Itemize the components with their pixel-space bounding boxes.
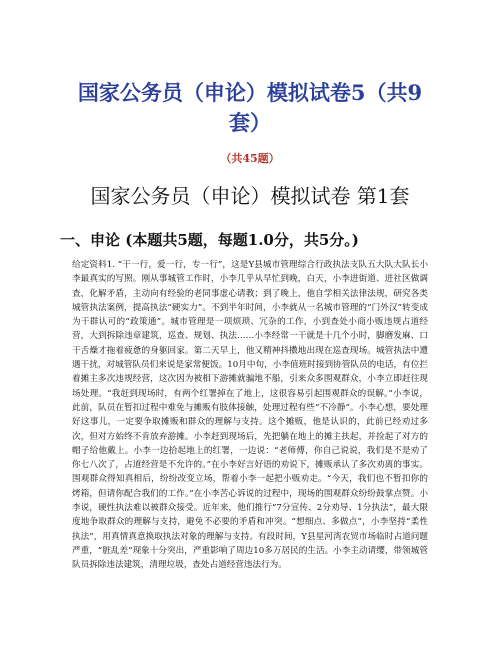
set-title: 国家公务员（申论）模拟试卷 第1套	[90, 184, 410, 208]
section-heading: 一、申论 (本题共5题，每题1.0分，共5分。)	[60, 231, 359, 249]
question-count: （共45题）	[220, 152, 280, 165]
document-title: 国家公务员（申论）模拟试卷5（共9套）	[77, 80, 423, 135]
material-body-text: 给定资料1. “干一行，爱一行，专一行”，这是Y县城市管理综合行政执法支队五大队大队长小李最真实的写照。刚从事城管工作时，小李几乎从早忙到晚，白天，小李进街道、进社区做调查，化解矛盾，主动向有经验的老同事虚心请教；到了晚上，他自学相关法律法规，研究各类城管执法案例，提高执法“硬实力”。不到半年时间，小李就从一名城市管理的“门外汉”转变成为干群认可的“政策通”。城市管理是一项烦琐、冗杂的工作，小到查处小商小贩违规占道经营，大到拆除违章建筑，巡查、规划、执法……小李经常一干就是十几个小时，脚磨发麻、口干舌燥才拖着疲惫的身躯回家。第二天早上，他又精神抖擞地出现在巡查现场。城管执法中遭遇干扰，对城管队员们来说是家常便饭。10月中旬，小李值班时接到协管队员的电话，有位拦着摊主多次违规经营，这次因为被相下游摊就骗地不船，引来众多围观群众，小李立即赶往现场处理。“我赶到现场时，有两个红署掉在了地上，这很容易引起围观群众的误解。”小李说，此前，队员在暂扣过程中难免与摊贩有肢体接触，处理过程有些“不冷静”。小李心想，要处理好这事儿，一定要争取摊贩和群众的理解与支持。这个摊贩，他是认识的，此前已经劝过多次，但对方始终不肯放弃游摊。小李赶到现场后，先把躺在地上的摊主扶起，并捡起了对方的帽子给他戴上。小李一边拾起地上的红署，一边说：“老师傅，你自己说说，我们是不是劝了你七八次了，占道经营是不允许的。”在小李好言好语的劝说下，摊贩承认了多次劝离的事实。围观群众得知真相后，纷纷改变立场，帮着小李一起把小贩劝走。“今天，我们也不暂扣你的烤箱，但请你配合我们的工作。”在小李苦心诉说的过程中，现场的围观群众纷纷鼓掌点赞。小李说，硬性执法难以被群众接受。近年来，他们推行“7分宣传、2分劝导、1分执法”，最大限度地争取群众的理解与支持，避免不必要的矛盾和冲突。“想细点、多做点”，小李坚持“柔性执法”，用真情真意换取执法对象的理解与支持。有段时间，Y县星河湾农贸市场临时占道问题严重，“脏乱差”现象十分突出，严重影响了周边10多万居民的生活。小李主动请缨，带领城管队员拆除违法建筑，清理垃圾，查处占道经营违法行为。	[72, 260, 428, 571]
